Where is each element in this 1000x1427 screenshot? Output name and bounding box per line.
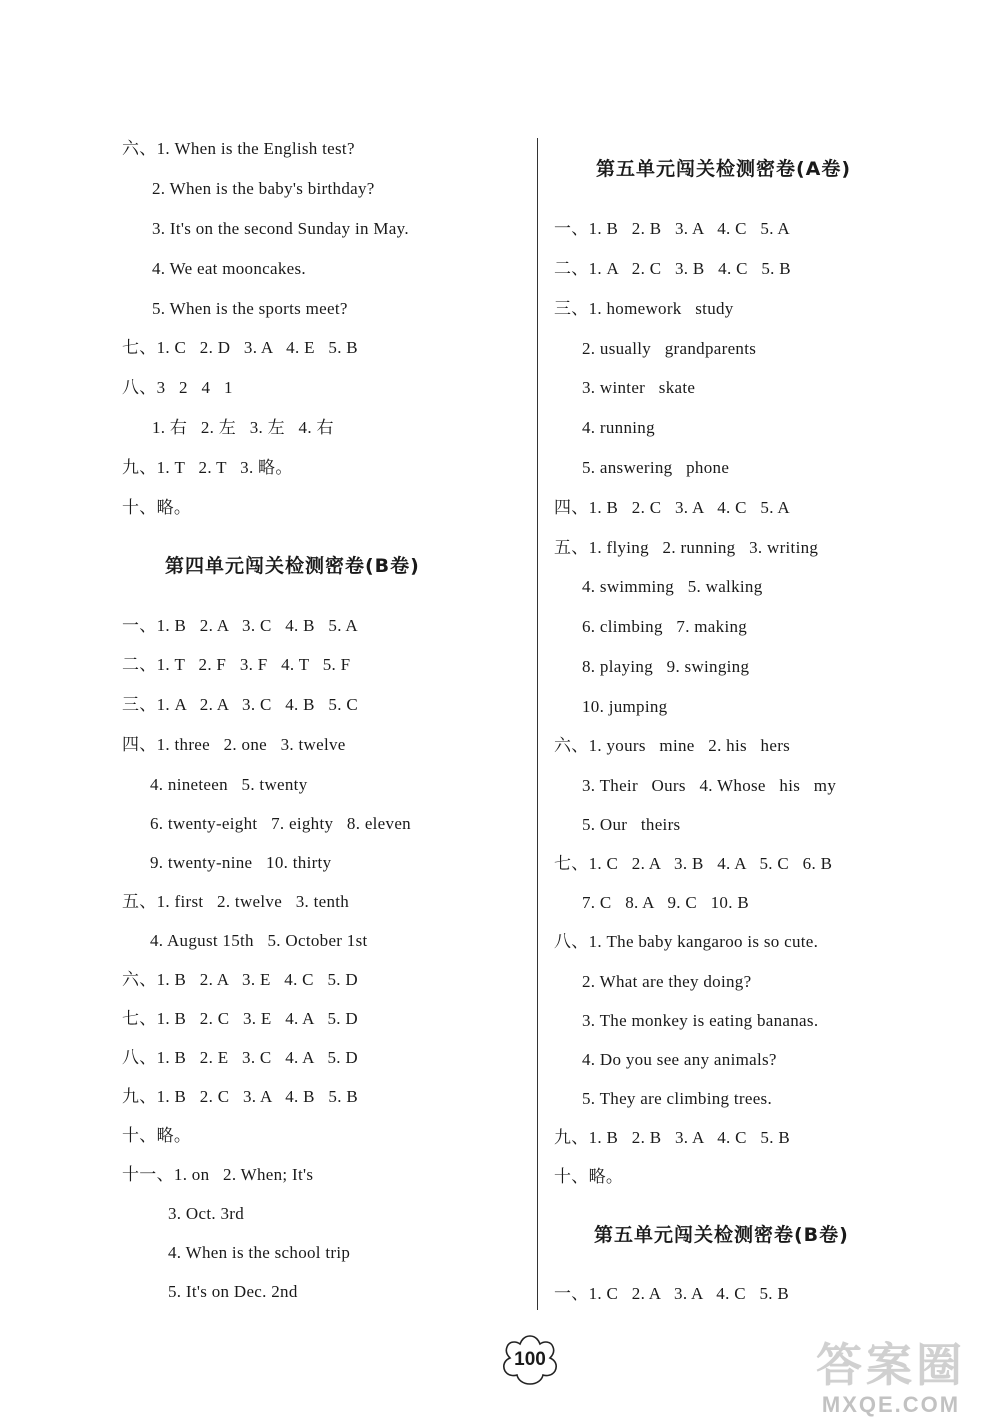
answer-line: 六、1. yours mine 2. his hers xyxy=(554,736,791,755)
watermark-logo: 答案圈 xyxy=(816,1338,966,1392)
answer-line: 八、1. The baby kangaroo is so cute. xyxy=(554,932,819,951)
answer-line: 9. twenty-nine 10. thirty xyxy=(150,853,332,872)
answer-line: 4. Do you see any animals? xyxy=(582,1050,777,1069)
answer-line: 三、1. A 2. A 3. C 4. B 5. C xyxy=(122,695,358,714)
answer-line: 一、1. B 2. A 3. C 4. B 5. A xyxy=(122,616,358,635)
answer-line: 6. climbing 7. making xyxy=(582,617,748,636)
answer-line: 三、1. homework study xyxy=(554,299,734,318)
section-title: 第五单元闯关检测密卷(B卷) xyxy=(594,1224,849,1246)
column-divider xyxy=(537,138,538,1310)
answer-line: 七、1. B 2. C 3. E 4. A 5. D xyxy=(122,1009,358,1028)
answer-line: 3. Oct. 3rd xyxy=(168,1204,245,1223)
answer-line: 4. We eat mooncakes. xyxy=(152,259,306,278)
answer-line: 6. twenty-eight 7. eighty 8. eleven xyxy=(150,814,411,833)
answer-line: 10. jumping xyxy=(582,697,668,716)
answer-line: 五、1. first 2. twelve 3. tenth xyxy=(122,892,350,911)
answer-line: 1. 右 2. 左 3. 左 4. 右 xyxy=(152,418,334,437)
answer-line: 一、1. C 2. A 3. A 4. C 5. B xyxy=(554,1284,790,1303)
section-title: 第五单元闯关检测密卷(A卷) xyxy=(596,158,852,180)
answer-line: 二、1. A 2. C 3. B 4. C 5. B xyxy=(554,259,791,278)
answer-line: 3. Their Ours 4. Whose his my xyxy=(582,776,837,795)
answer-line: 8. playing 9. swinging xyxy=(582,657,750,676)
page-number-badge xyxy=(499,1332,561,1388)
answer-line: 九、1. B 2. B 3. A 4. C 5. B xyxy=(554,1128,790,1147)
answer-line: 3. winter skate xyxy=(582,378,696,397)
answer-line: 5. When is the sports meet? xyxy=(152,299,348,318)
answer-line: 八、3 2 4 1 xyxy=(122,378,233,397)
answer-line: 九、1. T 2. T 3. 略。 xyxy=(122,458,293,477)
answer-line: 3. It's on the second Sunday in May. xyxy=(152,219,409,238)
answer-line: 一、1. B 2. B 3. A 4. C 5. A xyxy=(554,219,790,238)
answer-line: 七、1. C 2. D 3. A 4. E 5. B xyxy=(122,338,358,357)
answer-line: 2. usually grandparents xyxy=(582,339,757,358)
answer-line: 3. The monkey is eating bananas. xyxy=(582,1011,819,1030)
answer-line: 十、略。 xyxy=(122,498,192,517)
answer-line: 2. What are they doing? xyxy=(582,972,752,991)
answer-line: 二、1. T 2. F 3. F 4. T 5. F xyxy=(122,655,351,674)
answer-line: 十、略。 xyxy=(122,1126,192,1145)
answer-line: 十一、1. on 2. When; It's xyxy=(122,1165,314,1184)
answer-line: 4. swimming 5. walking xyxy=(582,577,763,596)
answer-line: 5. It's on Dec. 2nd xyxy=(168,1282,298,1301)
answer-line: 5. They are climbing trees. xyxy=(582,1089,773,1108)
answer-line: 4. August 15th 5. October 1st xyxy=(150,931,368,950)
page-number: 100 xyxy=(514,1349,546,1370)
answer-line: 九、1. B 2. C 3. A 4. B 5. B xyxy=(122,1087,358,1106)
answer-line: 六、1. B 2. A 3. E 4. C 5. D xyxy=(122,970,358,989)
answer-line: 十、略。 xyxy=(554,1167,624,1186)
answer-line: 2. When is the baby's birthday? xyxy=(152,179,375,198)
answer-line: 4. When is the school trip xyxy=(168,1243,351,1262)
answer-line: 5. answering phone xyxy=(582,458,730,477)
watermark-url: MXQE.COM xyxy=(821,1392,961,1417)
answer-line: 7. C 8. A 9. C 10. B xyxy=(582,893,749,912)
answer-line: 八、1. B 2. E 3. C 4. A 5. D xyxy=(122,1048,358,1067)
answer-line: 五、1. flying 2. running 3. writing xyxy=(554,538,819,557)
answer-line: 4. running xyxy=(582,418,655,437)
answer-line: 六、1. When is the English test? xyxy=(122,139,355,158)
answer-line: 4. nineteen 5. twenty xyxy=(150,775,308,794)
section-title: 第四单元闯关检测密卷(B卷) xyxy=(165,555,420,577)
answer-line: 七、1. C 2. A 3. B 4. A 5. C 6. B xyxy=(554,854,833,873)
watermark xyxy=(788,1336,994,1420)
answer-line: 四、1. three 2. one 3. twelve xyxy=(122,735,346,754)
answer-line: 四、1. B 2. C 3. A 4. C 5. A xyxy=(554,498,790,517)
answer-line: 5. Our theirs xyxy=(582,815,681,834)
